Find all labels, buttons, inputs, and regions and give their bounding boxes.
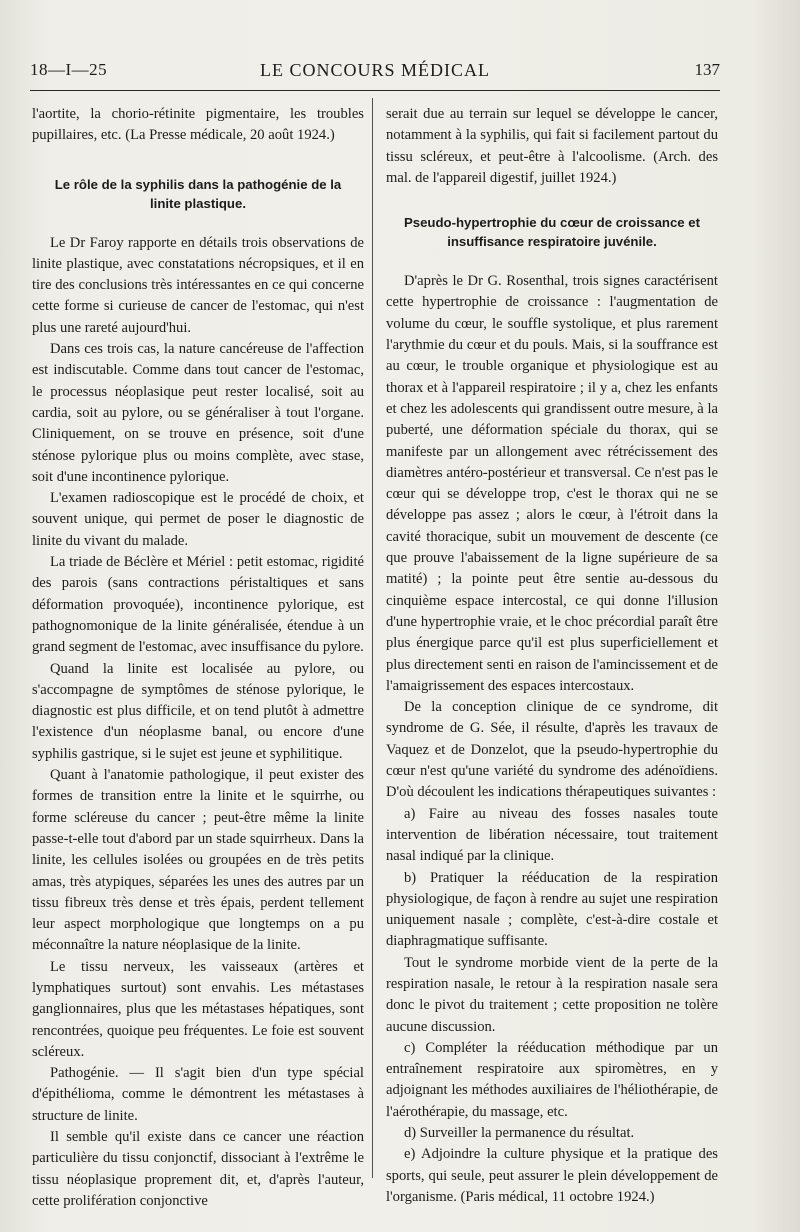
list-item: c) Compléter la rééducation méthodique par un entraînement respiratoire aux spiromètres, en y adjoignant les méthodes auxiliaires de l'héliothérapie, de l'aérothérapie, du massage, etc. bbox=[386, 1039, 718, 1120]
paragraph: Le Dr Faroy rapporte en détails trois observations de linite plastique, avec constatations nécropsiques, et il en tire des conclusions très intéressantes en ce qui concerne cette forme si curieuse de cancer de l'estomac, qui n'est plus une rareté aujourd'hui. bbox=[32, 234, 364, 336]
paragraph: Il semble qu'il existe dans ce cancer une réaction particulière du tissu conjonctif, dissociant à l'extrême le tissu néoplasique proprement dit, et, d'après l'auteur, cette prolifération conjonctive bbox=[32, 1129, 364, 1209]
paragraph: La triade de Béclère et Mériel : petit estomac, rigidité des parois (sans contractions péristaltiques et sans déformation provoquée), incontinence pylorique, est pathognomonique de la linite généralisée, étendue à un grand segment de l'estomac, avec insuffisance du pylore. bbox=[32, 554, 364, 656]
list-item: e) Adjoindre la culture physique et la pratique des sports, qui seule, peut assurer le plein développement de l'organisme. (Paris médical, 11 octobre 1924.) bbox=[386, 1146, 718, 1205]
left-column bbox=[32, 104, 364, 1212]
list-item: d) Surveiller la permanence du résultat. bbox=[404, 1125, 635, 1142]
paragraph: D'après le Dr G. Rosenthal, trois signes caractérisent cette hypertrophie de croissance : l'augmentation de volume du cœur, le souffle systolique, et plus rarement l'arythmie du cœur et du pouls. Mais, si la souffrance est au cœur, le trouble organique et physiologique est au thorax et à l'appareil respiratoire ; il y a, chez les enfants et chez les adolescents qui grandissent outre mesure, à la puberté, une déformation spéciale du thorax, qui se manifeste par un allongement avec rétrécissement des diamètres antéro-postérieur et transversal. Ce n'est pas le cœur qui se développe trop, c'est le thorax qui ne se développe pas assez ; alors le cœur, à l'étroit dans la cavité thoracique, subit un mouvement de descente (ce que prouve l'abaissement de la ligne supérieure de sa matité) ; la pointe peut être sentie au-dessous du cinquième espace intercostal, ce qui donne l'illusion d'une hypertrophie vraie, et le choc précordial paraît être plus énergique parce qu'il est plus superficiellement et plus directement senti en raison de l'amincissement et de l'amaigrissement des espaces intercostaux. bbox=[386, 273, 718, 694]
header-date: 18—I—25 bbox=[30, 60, 108, 79]
paragraph: Pathogénie. — Il s'agit bien d'un type spécial d'épithélioma, comme le démontrent les métastases à structure de linite. bbox=[32, 1065, 364, 1124]
header-journal-title: LE CONCOURS MÉDICAL bbox=[259, 60, 490, 80]
paragraph: l'aortite, la chorio-rétinite pigmentaire, les troubles pupillaires, etc. (La Presse médicale, 20 août 1924.) bbox=[32, 106, 364, 144]
article-heading-pseudo-hypertrophie: Pseudo-hypertrophie du cœur de croissance et insuffisance respiratoire juvénile. bbox=[403, 215, 701, 250]
right-column bbox=[386, 104, 718, 1208]
header-rule bbox=[30, 90, 720, 91]
paragraph: Dans ces trois cas, la nature cancéreuse de l'affection est indiscutable. Comme dans tout cancer de l'estomac, le processus néoplasique peut rester localisé, soit au cardia, soit au pylore, ou se généraliser à tout l'organe. Cliniquement, on se trouve en présence, soit d'une sténose pylorique plus ou moins complète, avec stase, soit d'une incontinence pylorique. bbox=[32, 341, 364, 485]
list-item: a) Faire au niveau des fosses nasales toute intervention de libération nécessaire, tout traitement nasal indiqué par la clinique. bbox=[386, 805, 718, 865]
column-divider bbox=[372, 98, 373, 1178]
article-heading-linite: Le rôle de la syphilis dans la pathogénie de la linite plastique. bbox=[54, 176, 342, 211]
list-item: b) Pratiquer la rééducation de la respiration physiologique, de façon à rendre au sujet une respiration uniquement nasale ; complète, c'est-à-dire costale et diaphragmatique suffisante. bbox=[386, 869, 718, 950]
paragraph: Quand la linite est localisée au pylore, ou s'accompagne de symptômes de sténose pylorique, le diagnostic est plus difficile, et on tend plutôt à admettre l'existence d'un néoplasme banal, ou encore d'une syphilis gastrique, si le sujet est jeune et syphilitique. bbox=[32, 660, 364, 762]
header-page-number: 137 bbox=[694, 60, 720, 79]
paragraph: Quant à l'anatomie pathologique, il peut exister des formes de transition entre la linite et le squirrhe, ou forme scléreuse du cancer ; peut-être même la linite passe-t-elle tout d'abord par un stade squirrheux. Dans la linite, les cellules isolées ou groupées en de très petits amas, très atypiques, séparées les unes des autres par un tissu fibreux très dense et très épais, perdent tellement leur aspect morphologique que longtemps on a pu méconnaître la nature néoplasique de la linite. bbox=[32, 767, 364, 954]
paragraph: serait due au terrain sur lequel se développe le cancer, notamment à la syphilis, qui fait si facilement partout du tissu scléreux, et peut-être à l'alcoolisme. (Arch. des mal. de l'appareil digestif, juillet 1924.) bbox=[386, 106, 718, 186]
paragraph: De la conception clinique de ce syndrome, dit syndrome de G. Sée, il résulte, d'après les travaux de Vaquez et de Donzelot, que la pseudo-hypertrophie du cœur n'est qu'une variété du syndrome des adénoïdiens. D'où découlent les indications thérapeutiques suivantes : bbox=[386, 699, 718, 801]
paragraph: Tout le syndrome morbide vient de la perte de la respiration nasale, le retour à la respiration nasale sera donc le pivot du traitement ; cette proposition ne tolère aucune discussion. bbox=[386, 954, 718, 1035]
page-header bbox=[30, 56, 720, 86]
paragraph: Le tissu nerveux, les vaisseaux (artères et lymphatiques surtout) sont envahis. Les métastases ganglionnaires, plus que les métastases hépatiques, sont rencontrées, quoique peu fréquentes. Le foie est souvent scléreux. bbox=[32, 958, 364, 1060]
paragraph: L'examen radioscopique est le procédé de choix, et souvent unique, qui permet de poser le diagnostic de linite du vivant du malade. bbox=[32, 490, 364, 549]
